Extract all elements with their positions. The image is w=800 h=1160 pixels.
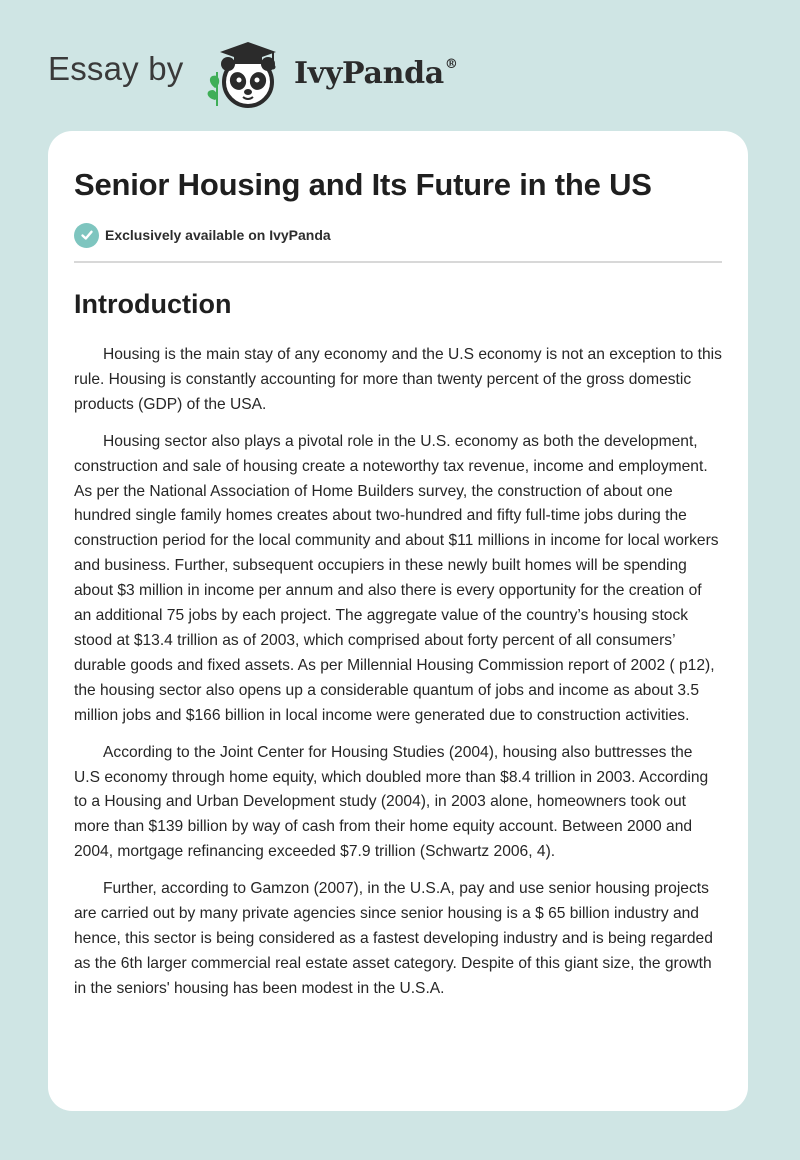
badge-label: Exclusively available on IvyPanda (105, 227, 331, 243)
section-heading: Introduction (74, 289, 232, 319)
essay-card (48, 131, 748, 1111)
check-icon (74, 223, 99, 248)
panda-logo-icon[interactable] (203, 36, 293, 108)
brand-name[interactable] (294, 56, 458, 91)
paragraph: Housing is the main stay of any economy and the U.S economy is not an exception to this rule. Housing is constantly accounting for more than twenty percent of the gross domestic products (GDP) of the USA. (74, 346, 722, 413)
paragraph: Further, according to Gamzon (2007), in the U.S.A, pay and use senior housing projects are carried out by many private agencies since senior housing is a $ 65 billion industry and hence, this sector is being considered as a fastest developing industry and is being regarded as the 6th larger commercial real estate asset category. Despite of this giant size, the growth in the seniors' housing has been modest in the U.S.A. (74, 880, 713, 997)
registered-mark: ® (444, 57, 458, 72)
exclusive-badge (74, 222, 722, 248)
paragraph: According to the Joint Center for Housing Studies (2004), housing also buttresses the U.S economy through home equity, which doubled more than $8.4 trillion in 2003. According to a Housing and Urban Development study (2004), in 2003 alone, homeowners took out more than $139 billion by way of cash from their home equity account. Between 2000 and 2004, mortgage refinancing exceeded $7.9 trillion (Schwartz 2006, 4). (74, 743, 709, 861)
site-header (48, 36, 748, 108)
paragraph: Housing sector also plays a pivotal role in the U.S. economy as both the development, construction and sale of housing create a noteworthy tax revenue, income and employment. As per the National Association of Home Builders survey, the construction of about one hundred single family homes creates about two-hundred and fifty full-time jobs during the construction period for the local community and about $11 millions in income for local workers and business. Further, subsequent occupiers in these newly built homes will be spending about $3 million in income per annum and also there is every opportunity for the creation of an additional 75 jobs by each project. The aggregate value of the country’s housing stock stood at $13.4 trillion as of 2003, which comprised about forty percent of all consumers’ durable goods and fixed assets. As per Millennial Housing Commission report of 2002 ( p12), the housing sector also opens up a considerable quantum of jobs and income as about 3.5 million jobs and $166 billion in local income were generated due to construction activities. (74, 432, 719, 724)
essay-by-label: Essay by (48, 50, 184, 87)
essay-title: Senior Housing and Its Future in the US (74, 167, 652, 202)
brand-text: IvyPanda (294, 56, 444, 91)
title-divider (74, 261, 722, 263)
